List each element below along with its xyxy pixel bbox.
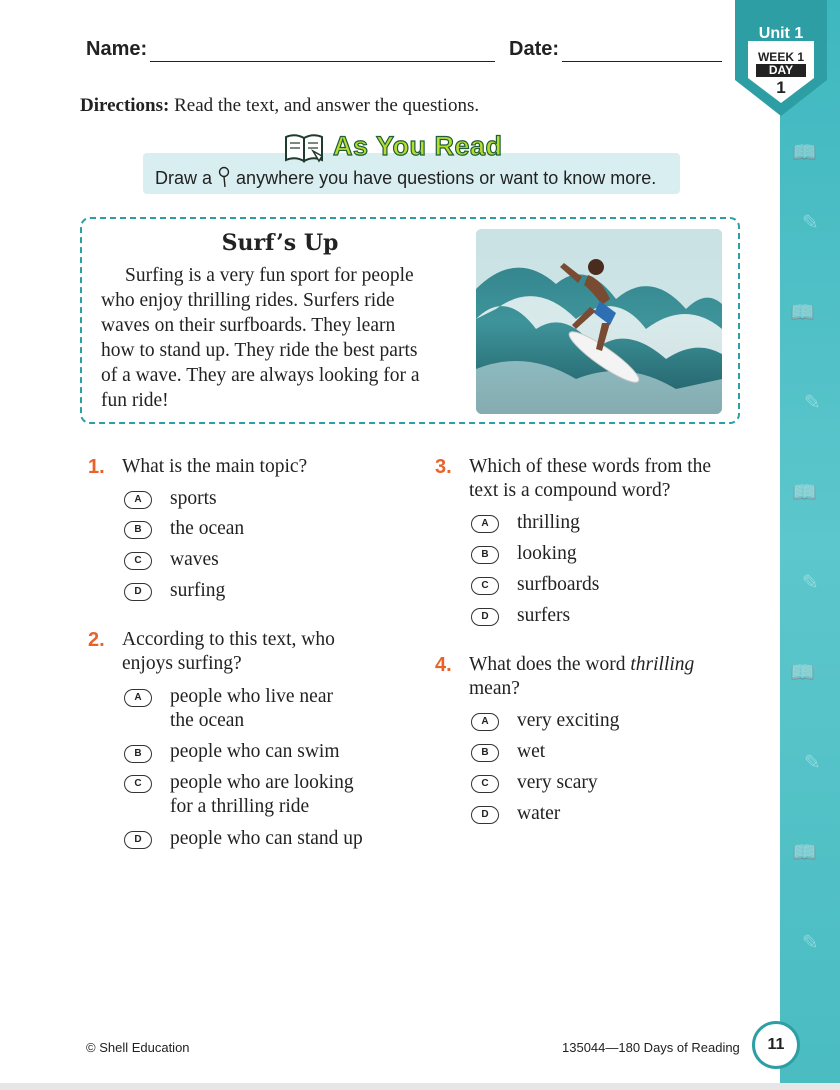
question-line [469, 653, 694, 677]
option-d-bubble[interactable]: D [124, 583, 152, 601]
book-doodle-icon: 📖 [792, 840, 817, 864]
question-text [469, 455, 711, 503]
option-line: people who are looking [170, 772, 354, 793]
question-text: What is the main topic? [122, 456, 308, 477]
option-a-bubble[interactable]: A [124, 491, 152, 509]
decorative-sidebar [780, 0, 840, 1090]
book-doodle-icon: 📖 [792, 140, 817, 164]
passage-line: waves on their surfboards. They learn [101, 315, 396, 336]
question-number: 4. [435, 654, 452, 676]
option-b-bubble[interactable]: B [471, 546, 499, 564]
option-c-bubble[interactable]: C [471, 775, 499, 793]
magnifying-glass-icon [218, 166, 230, 188]
unit-label: Unit 1 [758, 25, 804, 42]
passage-text [101, 263, 471, 413]
option-line: for a thrilling ride [170, 796, 310, 817]
passage-line: of a wave. They are always looking for a [101, 365, 420, 386]
option-text: surfboards [517, 574, 600, 595]
option-d-bubble[interactable]: D [124, 831, 152, 849]
pencil-doodle-icon: ✎ [802, 930, 819, 954]
day-label: DAY [756, 64, 806, 77]
option-text: people who can stand up [170, 828, 363, 849]
as-you-read-title: As You Read [333, 131, 503, 161]
book-doodle-icon: 📖 [790, 660, 815, 684]
bottom-bar [0, 1083, 840, 1090]
question-italic-word: thrilling [630, 654, 695, 675]
book-doodle-icon: 📖 [790, 300, 815, 324]
as-you-read-text-before: Draw a [155, 168, 213, 188]
option-b-bubble[interactable]: B [124, 521, 152, 539]
option-text: the ocean [170, 518, 245, 539]
option-text: waves [170, 549, 219, 570]
name-label: Name: [86, 38, 148, 60]
question-text [469, 653, 694, 701]
day-number: 1 [776, 78, 786, 97]
option-b-bubble[interactable]: B [471, 744, 499, 762]
question-number: 3. [435, 456, 452, 478]
pencil-doodle-icon: ✎ [804, 390, 821, 414]
option-text [170, 685, 333, 733]
week-label: WEEK 1 [757, 50, 804, 64]
option-text: sports [170, 488, 217, 509]
footer-book-info: 135044—180 Days of Reading [562, 1040, 740, 1055]
option-c-bubble[interactable]: C [471, 577, 499, 595]
option-text: water [517, 803, 561, 824]
option-c-bubble[interactable]: C [124, 775, 152, 793]
date-field[interactable] [562, 61, 722, 62]
directions-text: Read the text, and answer the questions. [169, 95, 480, 116]
book-doodle-icon: 📖 [792, 480, 817, 504]
option-c-bubble[interactable]: C [124, 552, 152, 570]
option-a-bubble[interactable]: A [124, 689, 152, 707]
question-line: enjoys surfing? [122, 653, 242, 674]
passage-line: Surfing is a very fun sport for people [125, 265, 414, 286]
option-text: very scary [517, 772, 598, 793]
option-b-bubble[interactable]: B [124, 745, 152, 763]
passage-line: fun ride! [101, 390, 169, 411]
question-line: According to this text, who [122, 629, 335, 650]
question-text [122, 628, 335, 676]
as-you-read-text-after: anywhere you have questions or want to know more. [236, 168, 657, 188]
option-d-bubble[interactable]: D [471, 806, 499, 824]
option-text: looking [517, 543, 577, 564]
footer-copyright: © Shell Education [86, 1040, 190, 1055]
option-text: surfers [517, 605, 571, 626]
question-line: Which of these words from the [469, 456, 712, 477]
option-text: people who can swim [170, 741, 340, 762]
option-text: wet [517, 741, 546, 762]
pencil-doodle-icon: ✎ [802, 210, 819, 234]
date-label: Date: [509, 38, 560, 60]
passage-line: how to stand up. They ride the best parts [101, 340, 418, 361]
option-line: people who live near [170, 686, 333, 707]
open-book-icon [283, 131, 327, 165]
option-a-bubble[interactable]: A [471, 515, 499, 533]
question-number: 1. [88, 456, 105, 478]
pencil-doodle-icon: ✎ [802, 570, 819, 594]
pencil-doodle-icon: ✎ [804, 750, 821, 774]
passage-line: who enjoy thrilling rides. Surfers ride [101, 290, 395, 311]
question-text-part: What does the word [469, 654, 631, 675]
option-text: surfing [170, 580, 226, 601]
name-field[interactable] [150, 61, 495, 62]
question-line: text is a compound word? [469, 480, 671, 501]
passage-title: Surf’s Up [221, 230, 339, 256]
directions-label: Directions: [80, 95, 170, 116]
page-number: 11 [752, 1021, 800, 1069]
option-line: the ocean [170, 710, 245, 731]
option-text: very exciting [517, 710, 620, 731]
option-text: thrilling [517, 512, 580, 533]
directions [80, 95, 479, 117]
question-line: mean? [469, 678, 520, 699]
as-you-read-instructions [155, 166, 656, 189]
question-number: 2. [88, 629, 105, 651]
surfer-photo [476, 229, 722, 414]
option-d-bubble[interactable]: D [471, 608, 499, 626]
option-text [170, 771, 354, 819]
option-a-bubble[interactable]: A [471, 713, 499, 731]
